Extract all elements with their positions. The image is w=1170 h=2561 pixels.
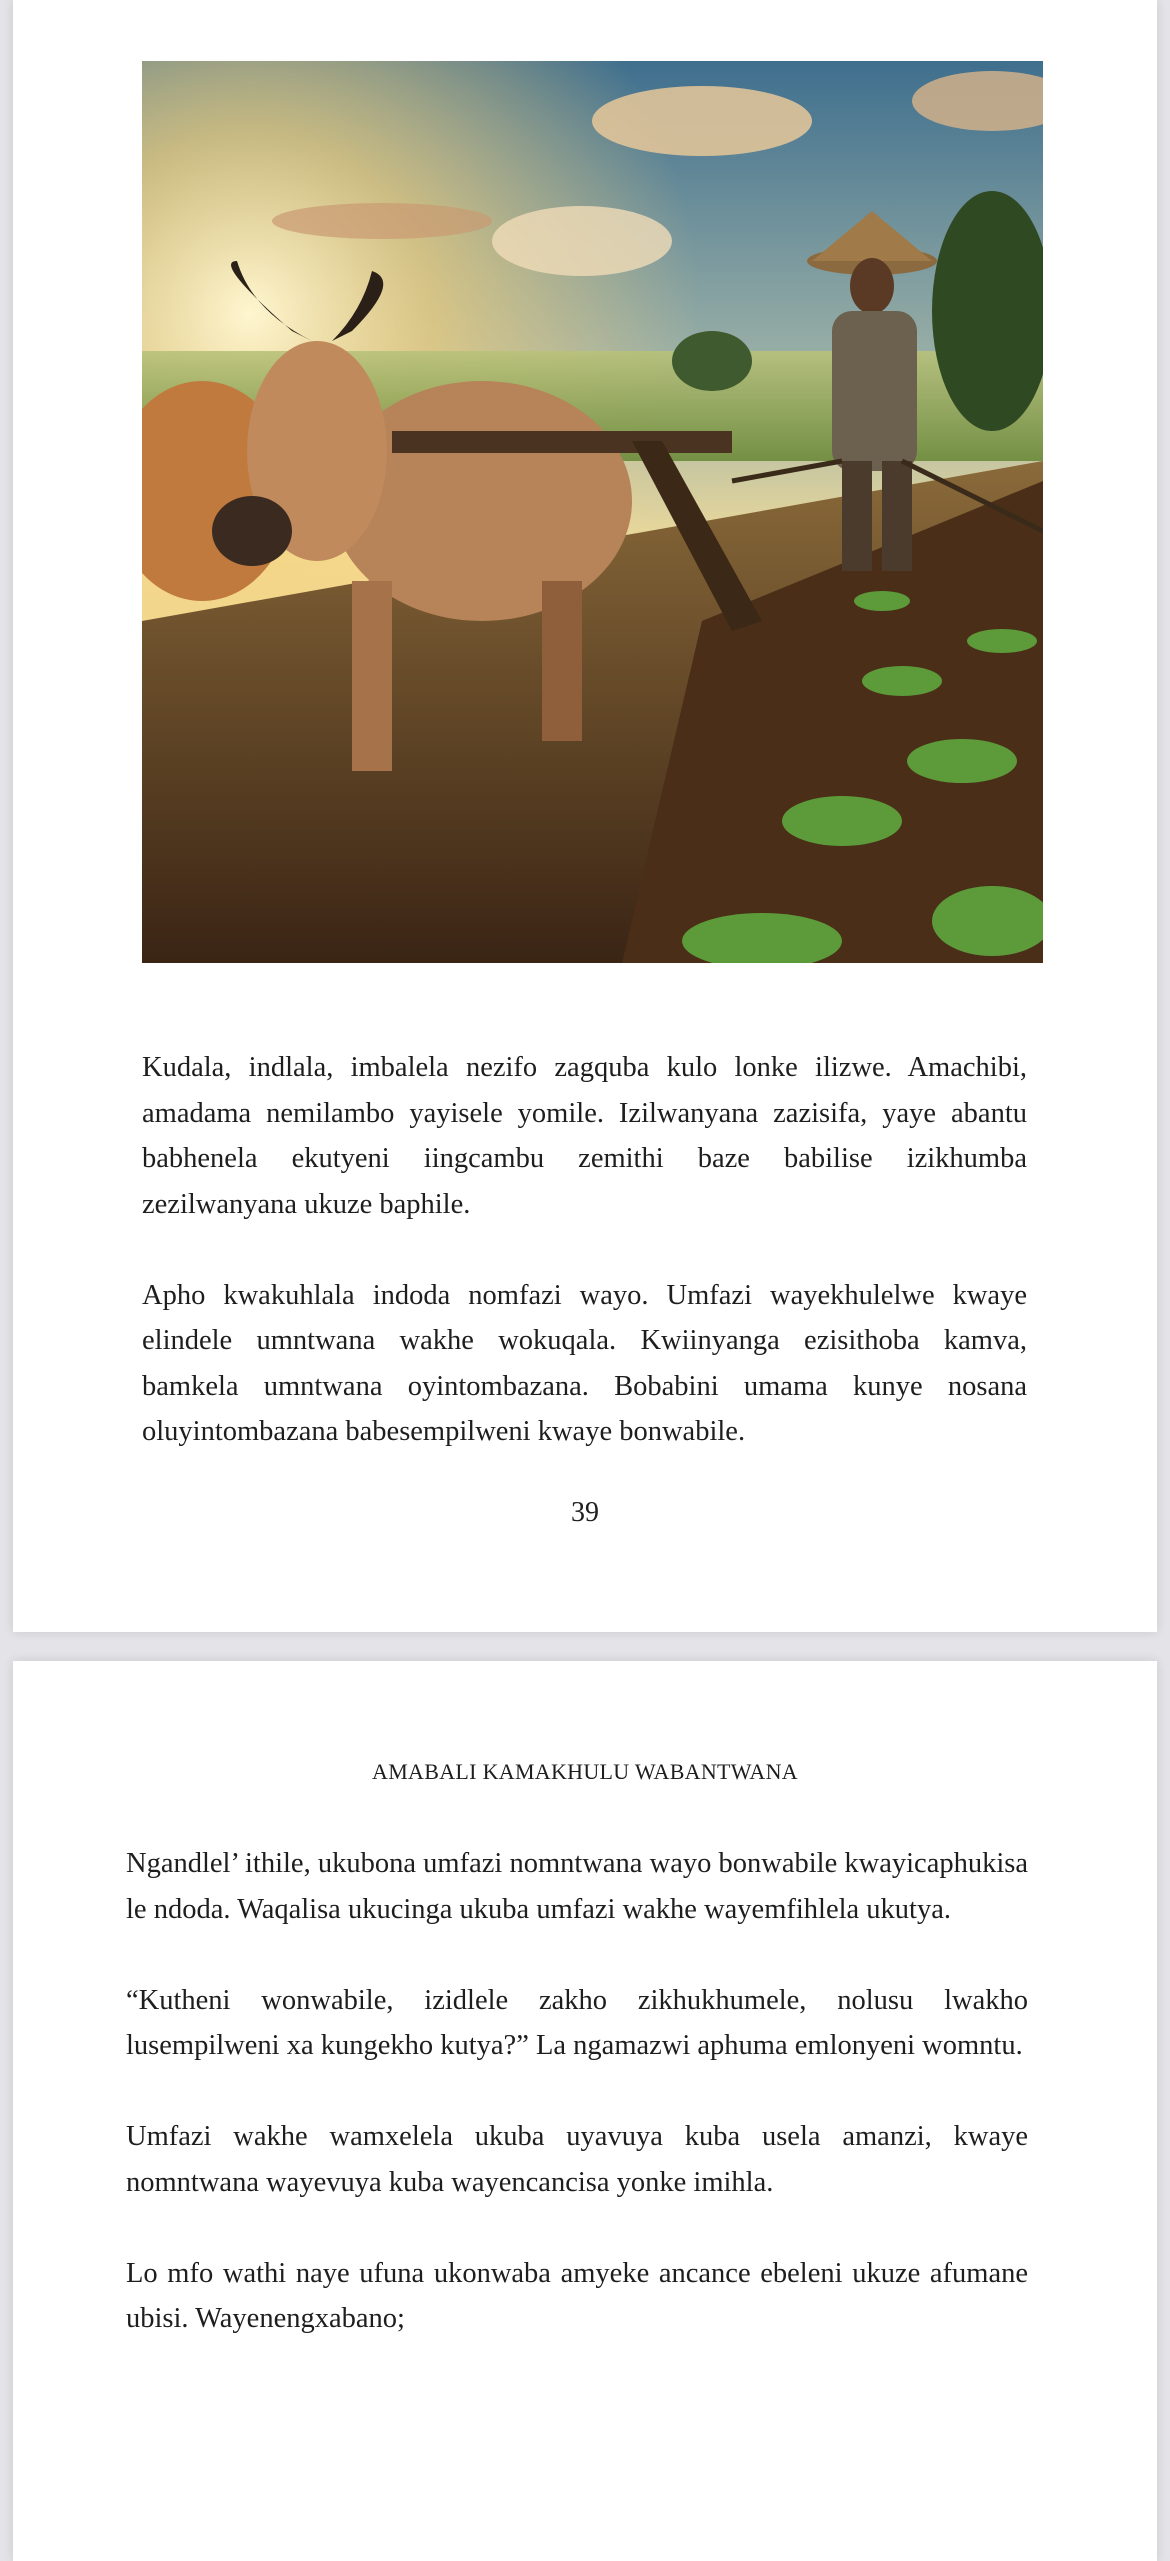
farmer-plowing-illustration (142, 61, 1043, 963)
running-header: AMABALI KAMAKHULU WABANTWANA (372, 1759, 798, 1784)
page-number: 39 (571, 1497, 599, 1528)
paragraph: Apho kwakuhlala indoda nomfazi wayo. Umfazi wayekhulelwe kwaye elindele umntwana wakhe wokuqala. Kwiinyanga ezisithoba kamva, bamkela umntwana oyintombazana. Bobabini umama kunye nosana oluyintombazana babesempilweni kwaye bonwabile. (142, 1279, 1027, 1447)
book-page-39 (13, 0, 1157, 1632)
paragraph: Ngandlel’ ithile, ukubona umfazi nomntwana wayo bonwabile kwayicaphukisa le ndoda. Waqalisa ukucinga ukuba umfazi wakhe wayemfihlela ukutya. (126, 1848, 1028, 1925)
paragraph: Lo mfo wathi naye ufuna ukonwaba amyeke ancance ebeleni ukuze afumane ubisi. Wayenengxabano; (126, 2257, 1028, 2334)
book-page-40 (13, 1661, 1157, 2561)
paragraph: Umfazi wakhe wamxelela ukuba uyavuya kuba usela amanzi, kwaye nomntwana wayevuya kuba wayencancisa yonke imihla. (126, 2121, 1028, 2198)
paragraph: Kudala, indlala, imbalela nezifo zagquba kulo lonke ilizwe. Amachibi, amadama nemilambo yayisele yomile. Izilwanyana zazisifa, yaye abantu babhenela ekutyeni iingcambu zemithi baze babilise izikhumba zezilwanyana ukuze baphile. (142, 1052, 1027, 1220)
page-39-body (142, 1045, 1027, 1500)
paragraph: “Kutheni wonwabile, izidlele zakho zikhukhumele, nolusu lwakho lusempilweni xa kungekho kutya?” La ngamazwi aphuma emlonyeni womntu. (126, 1984, 1028, 2061)
page-40-body (126, 1841, 1028, 2387)
